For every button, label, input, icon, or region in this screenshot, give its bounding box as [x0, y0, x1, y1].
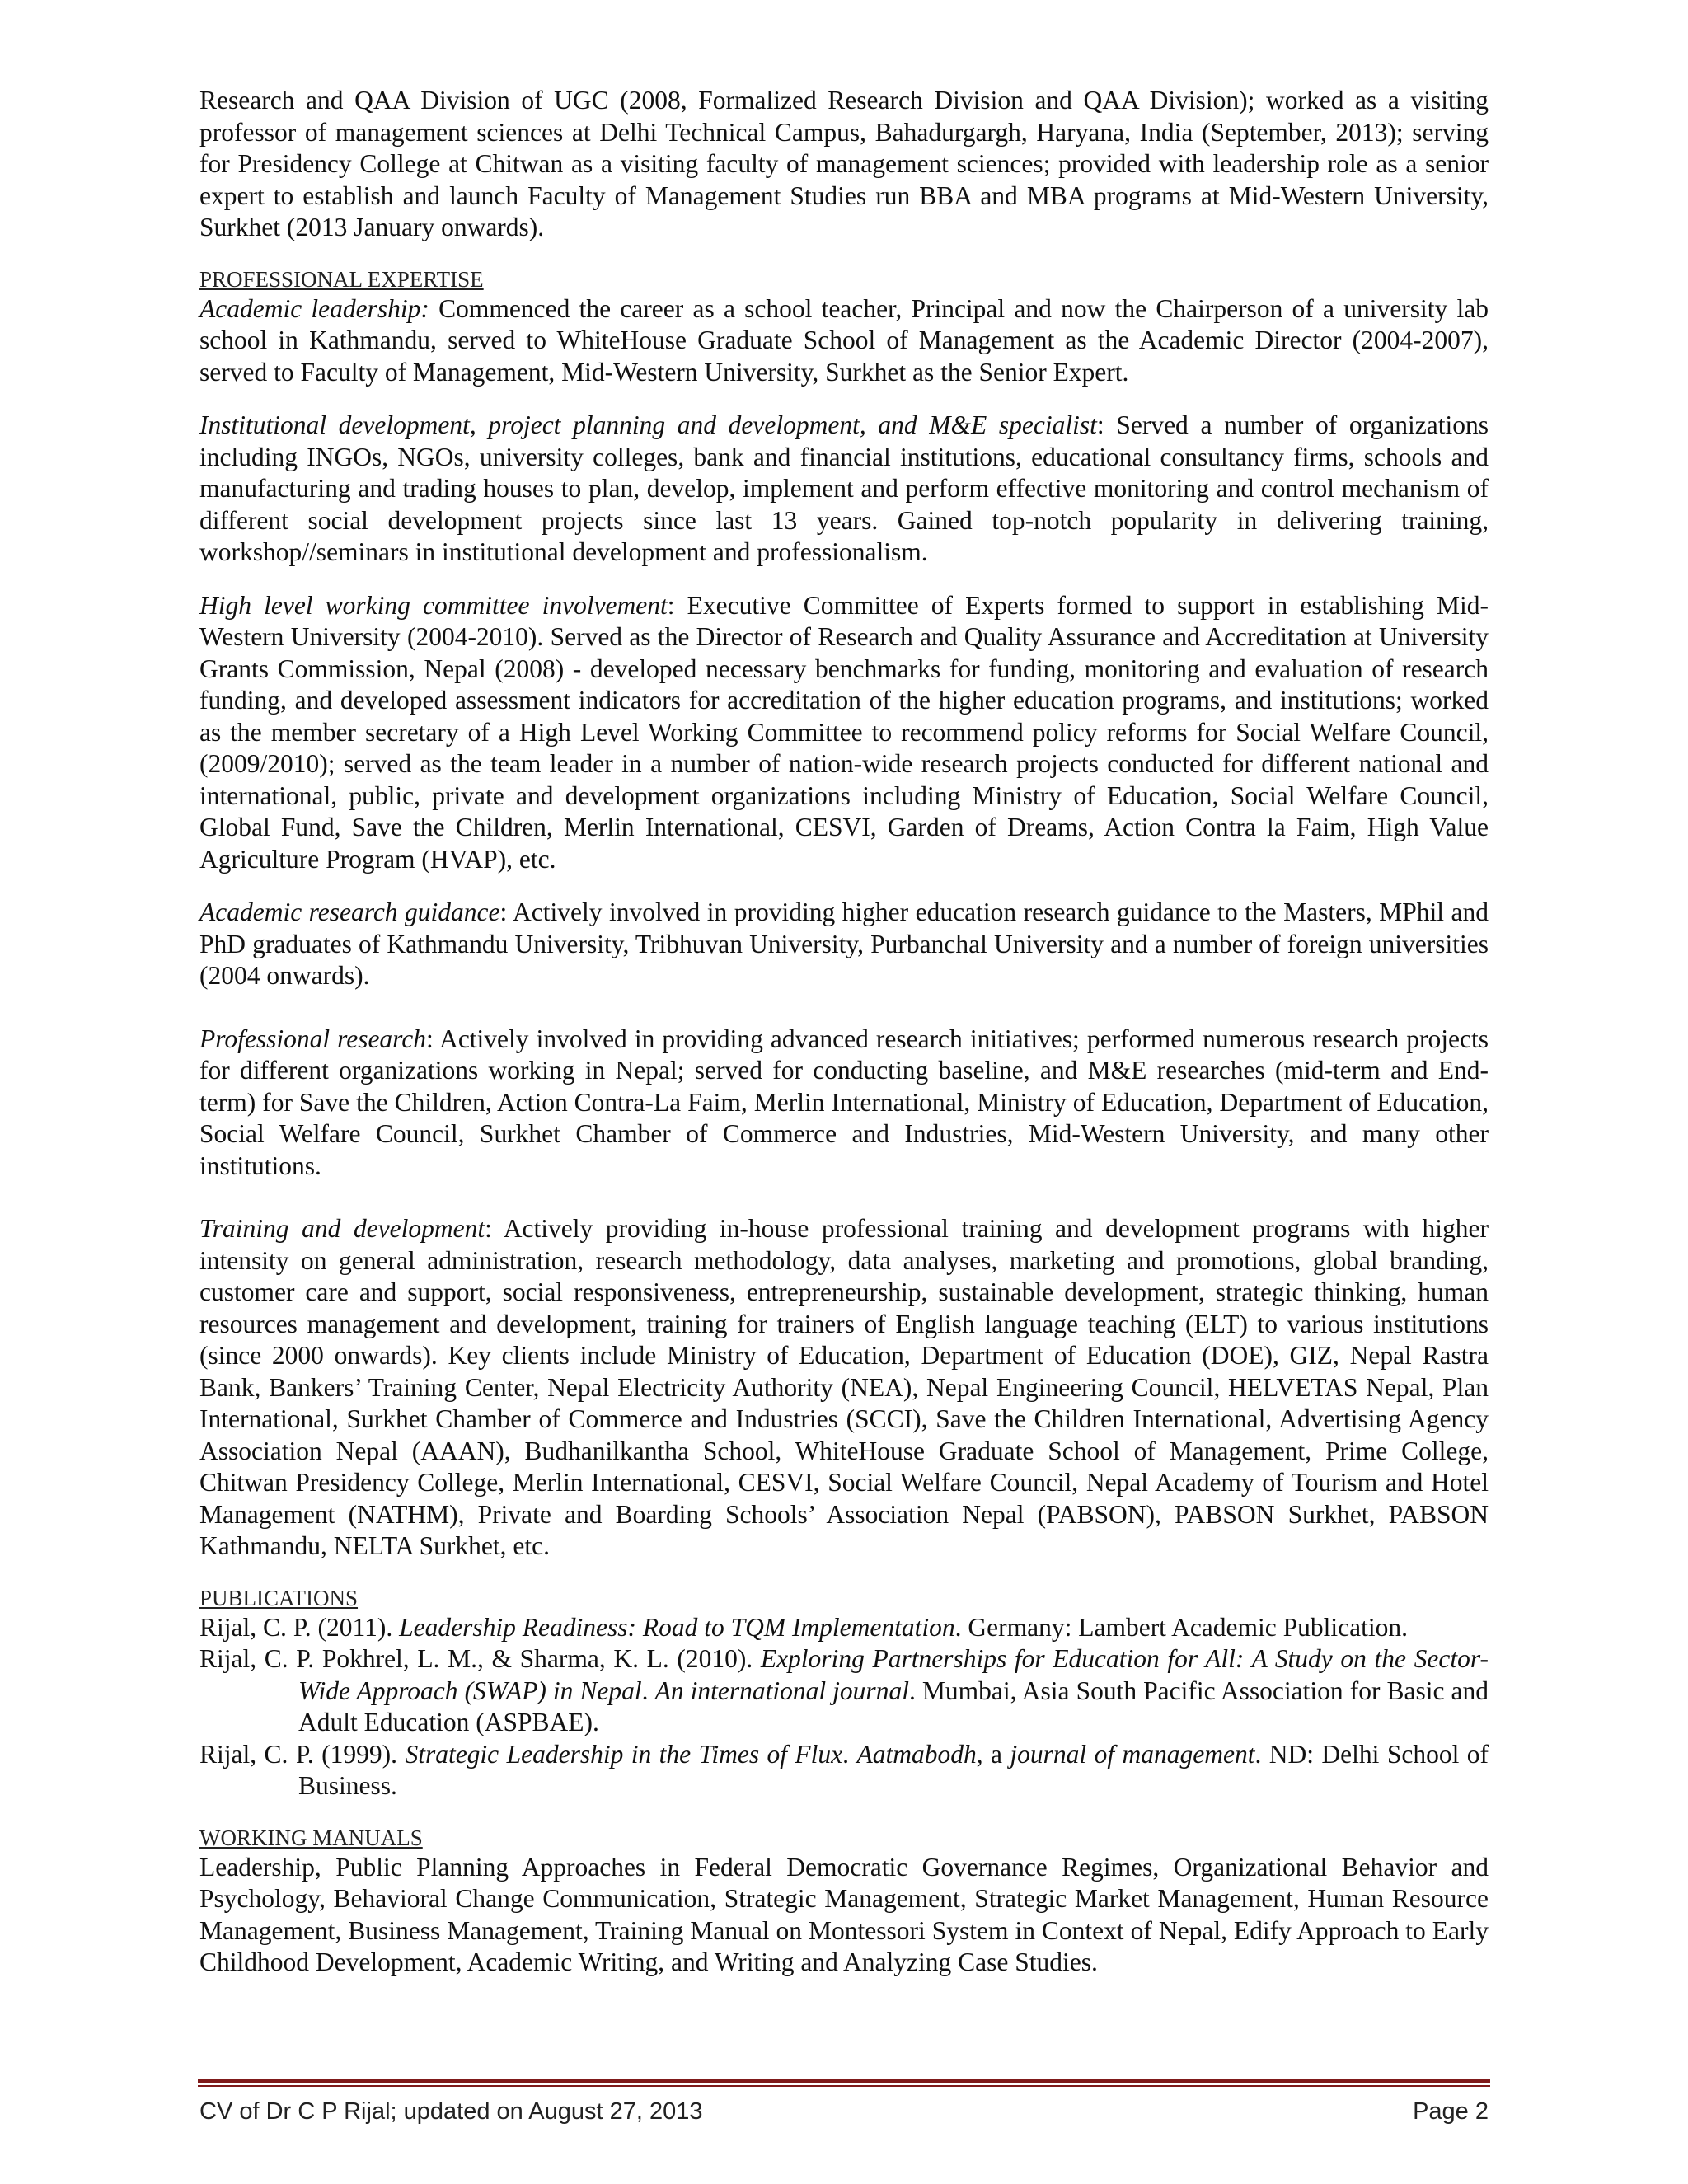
expertise-text: : Executive Committee of Experts formed to support in establishing Mid-Western University (2004-2010). Served as the Director of Research and Quality Assurance and Accreditation at University Grants Commission, Nepal (2008) - developed necessary benchmarks for funding, monitoring and evaluation of research funding, and developed assessment indicators for accreditation of the higher education programs, and institutions; worked as the member secretary of a High Level Working Committee to recommend policy reforms for Social Welfare Council, (2009/2010); served as the team leader in a number of nation-wide research projects conducted for different national and international, public, private and development organizations including Ministry of Education, Social Welfare Council, Global Fund, Save the Children, Merlin International, CESVI, Garden of Dreams, Action Contra la Faim, High Value Agriculture Program (HVAP), etc. [199, 590, 1489, 874]
section-heading-expertise: PROFESSIONAL EXPERTISE [199, 266, 484, 292]
publication-author: Rijal, C. P. Pokhrel, L. M., & Sharma, K. L. (2010). [199, 1644, 761, 1673]
expertise-lead: Training and development [199, 1214, 485, 1243]
publication-item [199, 1612, 1489, 1644]
expertise-professional-research [199, 1024, 1489, 1183]
publication-journal: An international journal [654, 1675, 909, 1705]
publication-journal: journal of management [1010, 1739, 1255, 1769]
publication-item [199, 1643, 1489, 1739]
footer-cv-info: CV of Dr C P Rijal; updated on August 27, 2013 [199, 2098, 703, 2125]
expertise-lead: Professional research [199, 1024, 427, 1053]
publication-title: Exploring Partnerships for Education for All: A Study on the Sector-Wide Approach (SWAP) in Nepal [298, 1644, 1489, 1705]
expertise-text: : Actively providing in-house professional training and development programs with higher intensity on general administration, research methodology, data analyses, marketing and promotions, global branding, customer care and support, social responsiveness, entrepreneurship, sustainable development, strategic thinking, human resources management and development, training for trainers of English language teaching (ELT) to various institutions (since 2000 onwards). Key clients include Ministry of Education, Department of Education (DOE), GIZ, Nepal Rastra Bank, Bankers’ Training Center, Nepal Electricity Authority (NEA), Nepal Engineering Council, HELVETAS Nepal, Plan International, Surkhet Chamber of Commerce and Industries (SCCI), Save the Children International, Advertising Agency Association Nepal (AAAN), Budhanilkantha School, WhiteHouse Graduate School of Management, Prime College, Chitwan Presidency College, Merlin International, CESVI, Social Welfare Council, Nepal Academy of Tourism and Hotel Management (NATHM), Private and Boarding Schools’ Association Nepal (PABSON), PABSON Surkhet, PABSON Kathmandu, NELTA Surkhet, etc. [199, 1214, 1489, 1560]
expertise-lead: High level working committee involvement [199, 590, 668, 620]
section-heading-manuals: WORKING MANUALS [199, 1825, 423, 1850]
manuals-paragraph: Leadership, Public Planning Approaches in Federal Democratic Governance Regimes, Organizational Behavior and Psychology, Behavioral Change Communication, Strategic Management, Strategic Market Management, Human Resource Management, Business Management, Training Manual on Montessori System in Context of Nepal, Edify Approach to Early Childhood Development, Academic Writing, and Writing and Analyzing Case Studies. [199, 1852, 1489, 1976]
expertise-text: : Actively involved in providing advanced research initiatives; performed numerous research projects for different organizations working in Nepal; served for conducting baseline, and M&E researches (mid-term and End-term) for Save the Children, Action Contra-La Faim, Merlin International, Ministry of Education, Department of Education, Social Welfare Council, Surkhet Chamber of Commerce and Industries, Mid-Western University, and many other institutions. [199, 1024, 1489, 1180]
expertise-institutional-development [199, 410, 1489, 569]
publication-separator: a [982, 1739, 1010, 1769]
expertise-research-guidance [199, 897, 1489, 992]
expertise-text: : Actively involved in providing higher education research guidance to the Masters, MPhil and PhD graduates of Kathmandu University, Tribhuvan University, Purbanchal University and a number of foreign universities (2004 onwards). [199, 898, 1489, 990]
expertise-training-development [199, 1213, 1489, 1563]
publication-author: Rijal, C. P. (1999). [199, 1739, 406, 1769]
expertise-academic-leadership [199, 293, 1489, 389]
publication-list [199, 1612, 1489, 1802]
footer-divider-thin [198, 2085, 1490, 2087]
publication-separator: . [641, 1675, 655, 1705]
section-heading-publications: PUBLICATIONS [199, 1585, 359, 1610]
publication-journal: Aatmabodh, [856, 1739, 983, 1769]
publication-source: . ND: Delhi School of Business. [298, 1739, 1489, 1800]
publication-item [199, 1739, 1489, 1802]
page-footer [199, 2093, 1489, 2130]
expertise-lead: Academic research guidance [199, 898, 500, 926]
footer-page-number: Page 2 [1413, 2098, 1489, 2125]
footer-divider [198, 2079, 1490, 2083]
expertise-lead: Institutional development, project planning and development, and M&E specialist [199, 410, 1097, 439]
publication-title: Leadership Readiness: Road to TQM Implementation [399, 1612, 955, 1642]
expertise-lead: Academic leadership: [199, 293, 429, 323]
expertise-high-level-committee [199, 590, 1489, 876]
publication-author: Rijal, C. P. (2011). [199, 1612, 400, 1642]
publication-source: . Mumbai, Asia South Pacific Association for Basic and Adult Education (ASPBAE). [298, 1675, 1489, 1736]
publication-title: Strategic Leadership in the Times of Flux [405, 1739, 843, 1769]
publication-source: . Germany: Lambert Academic Publication. [954, 1612, 1408, 1642]
cv-page [199, 85, 1489, 2000]
publication-separator: . [842, 1739, 857, 1769]
expertise-text: : Served a number of organizations including INGOs, NGOs, university colleges, bank and financial institutions, educational consultancy firms, schools and manufacturing and trading houses to plan, develop, implement and perform effective monitoring and control mechanism of different social development projects since last 13 years. Gained top-notch popularity in delivering training, workshop//seminars in institutional development and professionalism. [199, 410, 1489, 566]
expertise-text: Commenced the career as a school teacher, Principal and now the Chairperson of a university lab school in Kathmandu, served to WhiteHouse Graduate School of Management as the Academic Director (2004-2007), served to Faculty of Management, Mid-Western University, Surkhet as the Senior Expert. [199, 293, 1489, 387]
intro-paragraph: Research and QAA Division of UGC (2008, Formalized Research Division and QAA Division); worked as a visiting professor of management sciences at Delhi Technical Campus, Bahadurgargh, Haryana, India (September, 2013); serving for Presidency College at Chitwan as a visiting faculty of management sciences; provided with leadership role as a senior expert to establish and launch Faculty of Management Studies run BBA and MBA programs at Mid-Western University, Surkhet (2013 January onwards). [199, 86, 1489, 241]
